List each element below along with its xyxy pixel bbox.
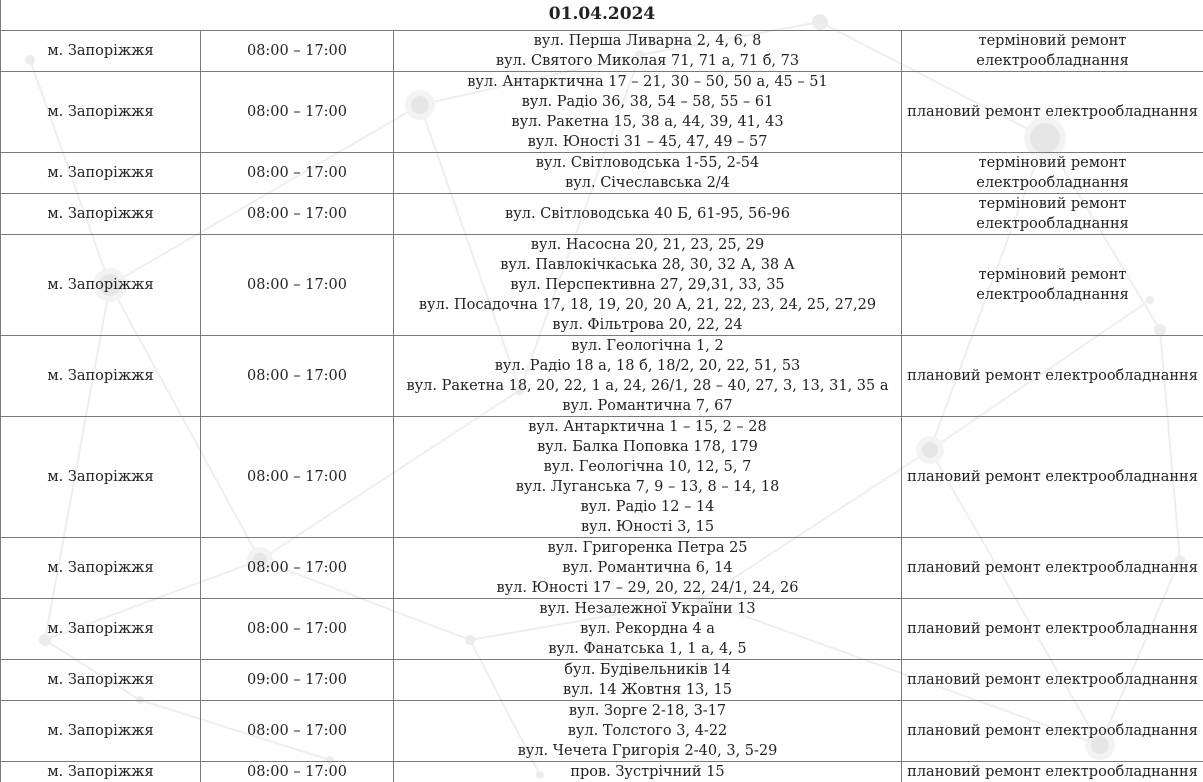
street-line: вул. Павлокічкаська 28, 30, 32 А, 38 А xyxy=(394,255,901,275)
city-cell: м. Запоріжжя xyxy=(1,599,201,660)
reason-line: електрообладнання xyxy=(902,214,1203,234)
city-cell: м. Запоріжжя xyxy=(1,153,201,194)
street-line: вул. Радіо 12 – 14 xyxy=(394,497,901,517)
schedule-row xyxy=(1,31,1203,72)
reason-cell xyxy=(902,31,1203,72)
reason-cell xyxy=(902,417,1203,538)
schedule-row xyxy=(1,762,1203,782)
city-cell: м. Запоріжжя xyxy=(1,336,201,417)
reason-cell xyxy=(902,153,1203,194)
street-line: вул. Ракетна 15, 38 а, 44, 39, 41, 43 xyxy=(394,112,901,132)
city-cell: м. Запоріжжя xyxy=(1,417,201,538)
street-line: вул. Незалежної України 13 xyxy=(394,599,901,619)
street-line: вул. Романтична 6, 14 xyxy=(394,558,901,578)
schedule-row xyxy=(1,417,1203,538)
time-cell: 08:00 – 17:00 xyxy=(201,538,394,599)
street-line: вул. Юності 17 – 29, 20, 22, 24/1, 24, 26 xyxy=(394,578,901,598)
city-cell: м. Запоріжжя xyxy=(1,194,201,235)
city-cell: м. Запоріжжя xyxy=(1,660,201,701)
reason-line: плановий ремонт електрообладнання xyxy=(902,366,1203,386)
street-line: вул. Григоренка Петра 25 xyxy=(394,538,901,558)
reason-line: електрообладнання xyxy=(902,285,1203,305)
reason-cell xyxy=(902,599,1203,660)
reason-cell xyxy=(902,72,1203,153)
schedule-row xyxy=(1,336,1203,417)
streets-cell xyxy=(394,336,902,417)
streets-cell xyxy=(394,701,902,762)
reason-line: терміновий ремонт xyxy=(902,153,1203,173)
street-line: вул. Юності 3, 15 xyxy=(394,517,901,537)
schedule-row xyxy=(1,538,1203,599)
time-cell: 09:00 – 17:00 xyxy=(201,660,394,701)
date-header-row xyxy=(1,0,1203,31)
reason-line: терміновий ремонт xyxy=(902,194,1203,214)
time-cell: 08:00 – 17:00 xyxy=(201,31,394,72)
schedule-row xyxy=(1,235,1203,336)
street-line: вул. Зорге 2-18, 3-17 xyxy=(394,701,901,721)
street-line: вул. Балка Поповка 178, 179 xyxy=(394,437,901,457)
time-cell: 08:00 – 17:00 xyxy=(201,72,394,153)
reason-line: плановий ремонт електрообладнання xyxy=(902,619,1203,639)
reason-line: плановий ремонт електрообладнання xyxy=(902,467,1203,487)
reason-line: плановий ремонт електрообладнання xyxy=(902,721,1203,741)
reason-line: терміновий ремонт xyxy=(902,31,1203,51)
reason-cell xyxy=(902,701,1203,762)
street-line: пров. Зустрічний 15 xyxy=(394,762,901,782)
street-line: вул. Рекордна 4 а xyxy=(394,619,901,639)
reason-cell xyxy=(902,194,1203,235)
streets-cell xyxy=(394,31,902,72)
schedule-row xyxy=(1,194,1203,235)
reason-cell xyxy=(902,235,1203,336)
street-line: вул. Юності 31 – 45, 47, 49 – 57 xyxy=(394,132,901,152)
street-line: вул. Перспективна 27, 29,31, 33, 35 xyxy=(394,275,901,295)
reason-line: електрообладнання xyxy=(902,173,1203,193)
street-line: вул. Антарктична 17 – 21, 30 – 50, 50 а, 45 – 51 xyxy=(394,72,901,92)
reason-line: плановий ремонт електрообладнання xyxy=(902,762,1203,782)
street-line: вул. Ракетна 18, 20, 22, 1 а, 24, 26/1, 28 – 40, 27, 3, 13, 31, 35 а xyxy=(394,376,901,396)
city-cell: м. Запоріжжя xyxy=(1,701,201,762)
streets-cell xyxy=(394,660,902,701)
streets-cell xyxy=(394,235,902,336)
date-header: 01.04.2024 xyxy=(1,0,1203,31)
street-line: вул. Святого Миколая 71, 71 а, 71 б, 73 xyxy=(394,51,901,71)
time-cell: 08:00 – 17:00 xyxy=(201,194,394,235)
schedule-row xyxy=(1,599,1203,660)
city-cell: м. Запоріжжя xyxy=(1,72,201,153)
reason-cell xyxy=(902,538,1203,599)
street-line: вул. Чечета Григорія 2-40, 3, 5-29 xyxy=(394,741,901,761)
street-line: вул. Січеславська 2/4 xyxy=(394,173,901,193)
time-cell: 08:00 – 17:00 xyxy=(201,762,394,782)
street-line: вул. Радіо 18 а, 18 б, 18/2, 20, 22, 51, 53 xyxy=(394,356,901,376)
street-line: бул. Будівельників 14 xyxy=(394,660,901,680)
reason-line: плановий ремонт електрообладнання xyxy=(902,558,1203,578)
schedule-row xyxy=(1,660,1203,701)
city-cell: м. Запоріжжя xyxy=(1,762,201,782)
time-cell: 08:00 – 17:00 xyxy=(201,417,394,538)
time-cell: 08:00 – 17:00 xyxy=(201,336,394,417)
city-cell: м. Запоріжжя xyxy=(1,538,201,599)
street-line: вул. Насосна 20, 21, 23, 25, 29 xyxy=(394,235,901,255)
street-line: вул. Світловодська 1-55, 2-54 xyxy=(394,153,901,173)
reason-cell xyxy=(902,762,1203,782)
street-line: вул. Антарктична 1 – 15, 2 – 28 xyxy=(394,417,901,437)
time-cell: 08:00 – 17:00 xyxy=(201,701,394,762)
time-cell: 08:00 – 17:00 xyxy=(201,599,394,660)
reason-cell xyxy=(902,336,1203,417)
street-line: вул. Луганська 7, 9 – 13, 8 – 14, 18 xyxy=(394,477,901,497)
schedule-row xyxy=(1,72,1203,153)
city-cell: м. Запоріжжя xyxy=(1,235,201,336)
street-line: вул. Толстого 3, 4-22 xyxy=(394,721,901,741)
streets-cell xyxy=(394,194,902,235)
reason-line: плановий ремонт електрообладнання xyxy=(902,670,1203,690)
streets-cell xyxy=(394,417,902,538)
city-cell: м. Запоріжжя xyxy=(1,31,201,72)
streets-cell xyxy=(394,599,902,660)
streets-cell xyxy=(394,72,902,153)
street-line: вул. Фанатська 1, 1 а, 4, 5 xyxy=(394,639,901,659)
street-line: вул. Фільтрова 20, 22, 24 xyxy=(394,315,901,335)
street-line: вул. Геологічна 10, 12, 5, 7 xyxy=(394,457,901,477)
schedule-row xyxy=(1,153,1203,194)
reason-line: електрообладнання xyxy=(902,51,1203,71)
street-line: вул. Геологічна 1, 2 xyxy=(394,336,901,356)
streets-cell xyxy=(394,762,902,782)
street-line: вул. Радіо 36, 38, 54 – 58, 55 – 61 xyxy=(394,92,901,112)
reason-cell xyxy=(902,660,1203,701)
time-cell: 08:00 – 17:00 xyxy=(201,153,394,194)
street-line: вул. Романтична 7, 67 xyxy=(394,396,901,416)
street-line: вул. 14 Жовтня 13, 15 xyxy=(394,680,901,700)
time-cell: 08:00 – 17:00 xyxy=(201,235,394,336)
street-line: вул. Посадочна 17, 18, 19, 20, 20 А, 21, 22, 23, 24, 25, 27,29 xyxy=(394,295,901,315)
reason-line: плановий ремонт електрообладнання xyxy=(902,102,1203,122)
streets-cell xyxy=(394,153,902,194)
reason-line: терміновий ремонт xyxy=(902,265,1203,285)
street-line: вул. Світловодська 40 Б, 61-95, 56-96 xyxy=(394,204,901,224)
schedule-row xyxy=(1,701,1203,762)
street-line: вул. Перша Ливарна 2, 4, 6, 8 xyxy=(394,31,901,51)
streets-cell xyxy=(394,538,902,599)
